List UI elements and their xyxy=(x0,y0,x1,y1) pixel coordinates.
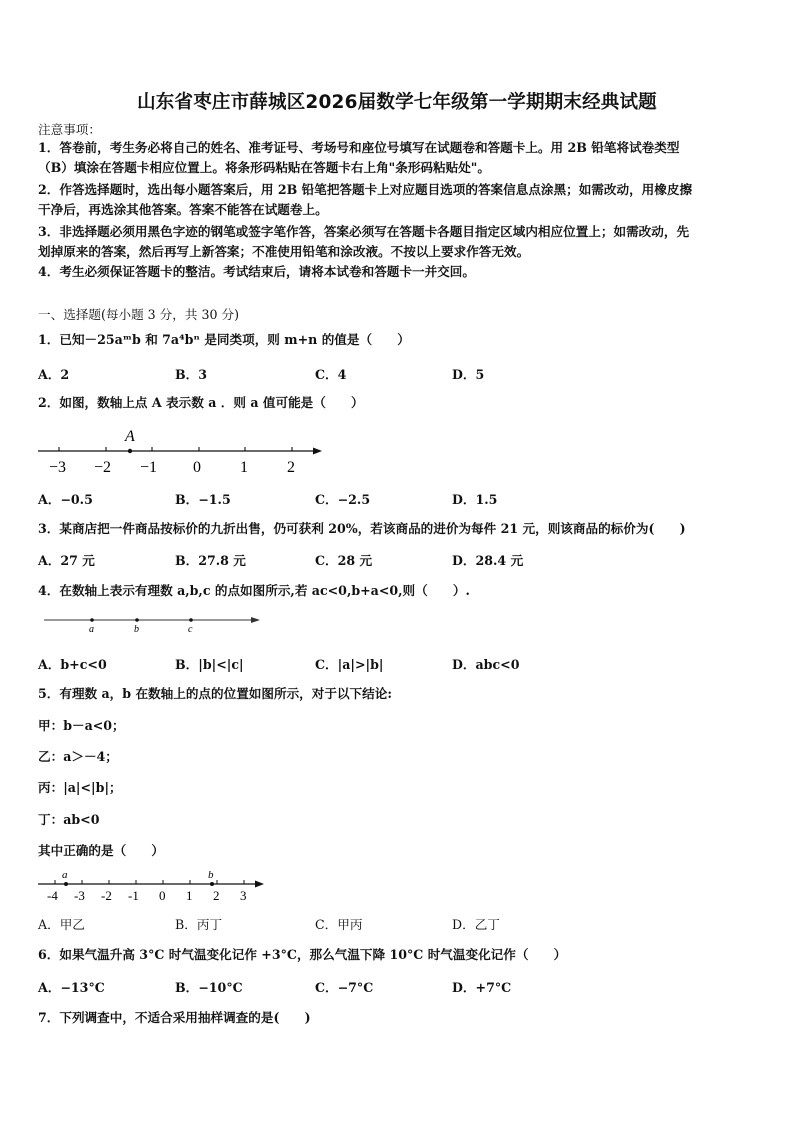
q4-point-label: c xyxy=(188,624,193,635)
q4-point-b xyxy=(135,618,139,622)
q2-tick-label: −3 xyxy=(49,459,67,476)
q5-statement-2: 乙：a＞－4； xyxy=(38,749,118,764)
q5-question: 其中正确的是（ ） xyxy=(38,843,164,858)
q1-option-d: D．5 xyxy=(452,367,485,382)
notice-line-4: 干净后，再选涂其他答案。答案不能答在试题卷上。 xyxy=(38,202,328,217)
q2-point-a xyxy=(128,449,132,453)
q5-option-b: B．丙丁 xyxy=(175,917,223,932)
q5-option-a: A．甲乙 xyxy=(38,917,85,932)
q3-option-b: B．27.8 元 xyxy=(175,553,246,568)
q5-point-b xyxy=(210,882,214,886)
question-1-stem: 1．已知－25aᵐb 和 7a⁴bⁿ 是同类项，则 m+n 的值是（ ） xyxy=(38,332,410,347)
q4-option-c: C．|a|>|b| xyxy=(315,657,384,672)
q6-option-b: B．−10°C xyxy=(175,980,243,995)
q6-option-c: C．−7°C xyxy=(315,980,374,995)
question-7-stem: 7．下列调查中，不适合采用抽样调查的是( ) xyxy=(38,1010,311,1025)
q5-tick-label: 2 xyxy=(213,888,220,903)
q4-option-d: D．abc<0 xyxy=(452,657,520,672)
q2-point-label: A xyxy=(125,428,135,445)
q5-tick-label: 1 xyxy=(186,888,193,903)
notice-heading: 注意事项： xyxy=(38,122,101,137)
q2-tick-label: 1 xyxy=(240,459,248,476)
q5-point-label: a xyxy=(62,869,68,881)
q3-option-d: D．28.4 元 xyxy=(452,553,524,568)
q5-statement-4: 丁：ab<0 xyxy=(38,812,100,827)
q5-tick-label: -3 xyxy=(74,888,85,903)
q5-tick-label: 3 xyxy=(240,888,247,903)
q1-option-a: A．2 xyxy=(38,367,70,382)
notice-line-6: 划掉原来的答案，然后再写上新答案；不准使用铅笔和涂改液。不按以上要求作答无效。 xyxy=(38,244,530,259)
q5-tick-label: -1 xyxy=(128,888,139,903)
q4-point-label: b xyxy=(134,624,139,635)
q5-number-line xyxy=(36,866,268,906)
q5-option-d: D．乙丁 xyxy=(452,917,500,932)
q1-option-c: C．4 xyxy=(315,367,347,382)
notice-line-7: 4．考生必须保证答题卡的整洁。考试结束后，请将本试卷和答题卡一并交回。 xyxy=(38,264,475,279)
notice-line-1: 1．答卷前，考生务必将自己的姓名、准考证号、考场号和座位号填写在试题卷和答题卡上。用 2B 铅笔将试卷类型 xyxy=(38,140,680,155)
q4-point-label: a xyxy=(89,624,94,635)
q4-point-c xyxy=(189,618,193,622)
q5-tick-label: -4 xyxy=(47,888,58,903)
question-2-stem: 2．如图，数轴上点 A 表示数 a ．则 a 值可能是（ ） xyxy=(38,395,364,410)
q5-tick-label: 0 xyxy=(159,888,166,903)
q2-tick-label: −1 xyxy=(140,459,158,476)
q2-option-a: A．−0.5 xyxy=(38,492,93,507)
q5-option-c: C．甲丙 xyxy=(315,917,363,932)
q5-point-a xyxy=(64,882,68,886)
q2-number-line xyxy=(36,424,326,478)
q2-option-d: D．1.5 xyxy=(452,492,498,507)
question-6-stem: 6．如果气温升高 3°C 时气温变化记作 +3°C，那么气温下降 10°C 时气温变化记作（ ） xyxy=(38,947,567,962)
q5-tick-label: -2 xyxy=(101,888,112,903)
q4-number-line xyxy=(40,610,270,638)
question-3-stem: 3．某商店把一件商品按标价的九折出售，仍可获利 20%，若该商品的进价为每件 21 元，则该商品的标价为( ) xyxy=(38,521,686,536)
q6-option-d: D．+7°C xyxy=(452,980,512,995)
q2-tick-label: 0 xyxy=(193,459,201,476)
question-4-stem: 4．在数轴上表示有理数 a,b,c 的点如图所示,若 ac<0,b+a<0,则（ ）. xyxy=(38,583,470,598)
q5-point-label: b xyxy=(208,869,214,881)
notice-line-3: 2．作答选择题时，选出每小题答案后，用 2B 铅笔把答题卡上对应题目选项的答案信息点涂黑；如需改动，用橡皮擦 xyxy=(38,182,693,197)
q6-option-a: A．−13°C xyxy=(38,980,105,995)
question-5-stem: 5．有理数 a，b 在数轴上的点的位置如图所示，对于以下结论: xyxy=(38,686,392,701)
q5-statement-1: 甲：b－a<0； xyxy=(38,718,125,733)
q3-option-a: A．27 元 xyxy=(38,553,95,568)
notice-line-5: 3．非选择题必须用黑色字迹的钢笔或签字笔作答，答案必须写在答题卡各题目指定区域内相应位置上；如需改动，先 xyxy=(38,224,690,239)
q1-option-b: B．3 xyxy=(175,367,208,382)
notice-line-2: （B）填涂在答题卡相应位置上。将条形码粘贴在答题卡右上角"条形码粘贴处"。 xyxy=(38,160,490,175)
q2-tick-label: −2 xyxy=(94,459,112,476)
q2-tick-label: 2 xyxy=(287,459,295,476)
section-heading: 一、选择题(每小题 3 分，共 30 分) xyxy=(38,307,240,322)
page-title: 山东省枣庄市薛城区2026届数学七年级第一学期期末经典试题 xyxy=(137,92,657,113)
q4-point-a xyxy=(90,618,94,622)
q4-option-b: B．|b|<|c| xyxy=(175,657,244,672)
q5-statement-3: 丙：|a|<|b|； xyxy=(38,780,122,795)
q2-option-b: B．−1.5 xyxy=(175,492,231,507)
q3-option-c: C．28 元 xyxy=(315,553,373,568)
q4-option-a: A．b+c<0 xyxy=(38,657,107,672)
q2-option-c: C．−2.5 xyxy=(315,492,371,507)
